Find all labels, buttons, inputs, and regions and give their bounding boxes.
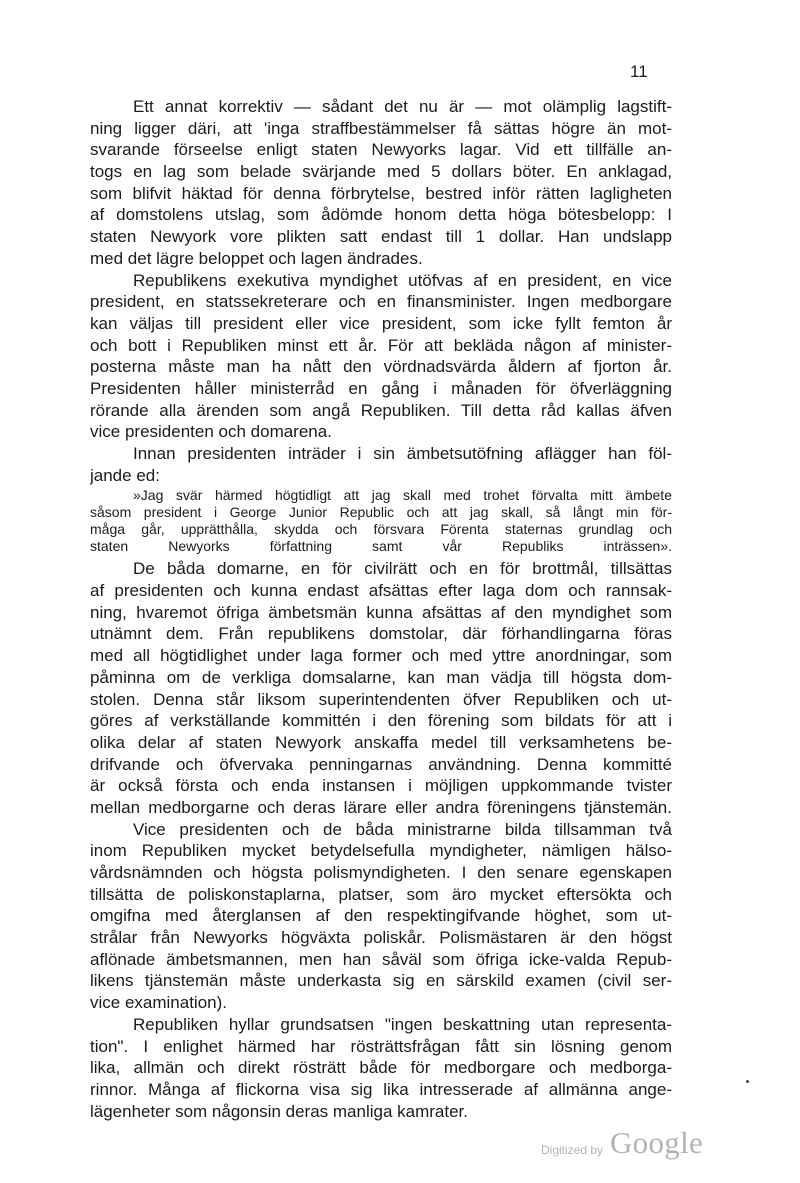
oath-quote xyxy=(90,487,672,555)
quote-line: såsom president i George Junior Republic och att jag skall, så långt min för- xyxy=(90,504,672,521)
text-line: Vice presidenten och de båda ministrarne bilda tillsamman två xyxy=(133,819,672,839)
text-line: staten Newyork vore plikten satt endast till 1 dollar. Han undslapp xyxy=(90,227,672,247)
text-line: omgifna med återglansen af den respektingifvande höghet, som ut- xyxy=(90,906,672,926)
text-line: togs en lag som belade svärjande med 5 dollars böter. En anklagad, xyxy=(90,162,672,182)
text-line: af domstolens utslag, som ådömde honom detta höga bötesbelopp: I xyxy=(90,205,672,225)
text-line: rinnor. Många af flickorna visa sig lika intresserade af allmänna ange- xyxy=(90,1079,672,1099)
text-line: Republiken hyllar grundsatsen "ingen beskattning utan representa- xyxy=(133,1014,672,1034)
text-line: Innan presidenten inträder i sin ämbetsutöfning aflägger han föl- xyxy=(133,444,672,463)
quote-line: staten Newyorks författning samt vår Republiks inträssen». xyxy=(90,538,672,555)
text-line: jande ed: xyxy=(90,465,160,485)
paragraph xyxy=(90,819,672,1014)
text-line: utnämnt dem. Från republikens domstolar, där förhandlingarna föras xyxy=(90,624,672,644)
watermark-prefix: Digitized by xyxy=(541,1143,604,1157)
text-line: Ett annat korrektiv — sådant det nu är — mot olämplig lagstift- xyxy=(133,97,672,116)
text-line: påminna om de verkliga domsalarne, kan man vädja till högsta dom- xyxy=(90,667,672,687)
text-line: strålar från Newyorks högväxta poliskår. Polismästaren är den högst xyxy=(90,928,672,948)
text-line: aflönade ämbetsmannen, men han såväl som öfriga icke-valda Repub- xyxy=(90,949,672,969)
text-line: kan väljas till president eller vice president, som icke fyllt femton år xyxy=(90,313,672,333)
text-line: De båda domarne, en för civilrätt och en för brottmål, tillsättas xyxy=(133,559,672,579)
text-line: mellan medborgarne och deras lärare eller andra föreningens tjänstemän. xyxy=(90,797,672,817)
text-line: ning ligger däri, att 'inga straffbestämmelser få sättas högre än mot- xyxy=(90,118,672,138)
text-line: vårdsnämnden och högsta polismyndigheten. I den senare egenskapen xyxy=(90,863,672,882)
text-line: göres af verkställande kommittén i den förening som bildats för att i xyxy=(90,711,672,731)
text-line: lägenheter som någonsin deras manliga kamrater. xyxy=(90,1101,468,1121)
text-line: lika, allmän och direkt rösträtt både för medborgare och medborga- xyxy=(90,1058,672,1078)
paragraph xyxy=(90,270,672,444)
text-line: inom Republiken mycket betydelsefulla myndigheter, nämligen hälso- xyxy=(90,841,672,861)
text-line: drifvande och öfvervaka penningarnas användning. Denna kommitté xyxy=(90,754,672,774)
watermark-brand: Google xyxy=(610,1125,704,1160)
text-line: med all högtidlighet under laga former och med yttre anordningar, som xyxy=(90,646,672,666)
text-line: rörande alla ärenden som angå Republiken. Till detta råd kallas äfven xyxy=(90,400,672,420)
text-line: posterna måste man ha nått den vördnadsvärda åldern af fjorton år. xyxy=(90,357,672,377)
quote-line: »Jag svär härmed högtidligt att jag skall med trohet förvalta mitt ämbete xyxy=(133,487,672,504)
page-number: 11 xyxy=(630,62,648,81)
text-line: president, en statssekreterare och en finansminister. Ingen medborgare xyxy=(90,292,672,312)
paragraph xyxy=(90,96,672,270)
digitization-watermark xyxy=(540,1126,710,1162)
page-body xyxy=(90,96,672,1122)
text-line: olika delar af staten Newyork anskaffa medel till verksamhetens be- xyxy=(90,732,672,752)
text-line: svarande förseelse enligt staten Newyorks lagar. Vid ett tillfälle an- xyxy=(90,140,672,160)
quote-line: måga går, upprätthålla, skydda och försvara Förenta staternas grundlag och xyxy=(90,521,672,538)
text-line: och bott i Republiken minst ett år. För att bekläda någon af minister- xyxy=(90,335,672,355)
text-line: Republikens exekutiva myndighet utöfvas af en president, en vice xyxy=(133,270,672,290)
scan-speck xyxy=(745,1079,749,1083)
text-line: med det lägre beloppet och lagen ändrades. xyxy=(90,248,423,268)
text-line: som blifvit häktad för denna förbrytelse, bestred inför rätten lagligheten xyxy=(90,183,672,203)
text-line: af presidenten och kunna endast afsättas efter laga dom och rannsak- xyxy=(90,581,672,601)
paragraph xyxy=(90,443,672,486)
text-line: vice presidenten och domarena. xyxy=(90,422,332,442)
paragraph xyxy=(90,1014,672,1122)
text-line: är också första och enda instansen i möjligen uppkommande tvister xyxy=(90,776,672,796)
text-line: vice examination). xyxy=(90,993,228,1013)
paragraph xyxy=(90,558,672,818)
text-line: stolen. Denna står liksom superintendenten öfver Republiken och ut- xyxy=(90,689,672,709)
text-line: tillsätta de poliskonstaplarna, platser, som äro mycket eftersökta och xyxy=(90,884,672,904)
text-line: ning, hvaremot öfriga ämbetsmän kunna afsättas af den myndighet som xyxy=(90,602,672,622)
text-line: tion". I enlighet härmed har rösträttsfrågan fått sin lösning genom xyxy=(90,1036,672,1056)
text-line: likens tjänstemän måste underkasta sig en särskild examen (civil ser- xyxy=(90,971,672,991)
text-line: Presidenten håller ministerråd en gång i månaden för öfverläggning xyxy=(90,378,672,398)
